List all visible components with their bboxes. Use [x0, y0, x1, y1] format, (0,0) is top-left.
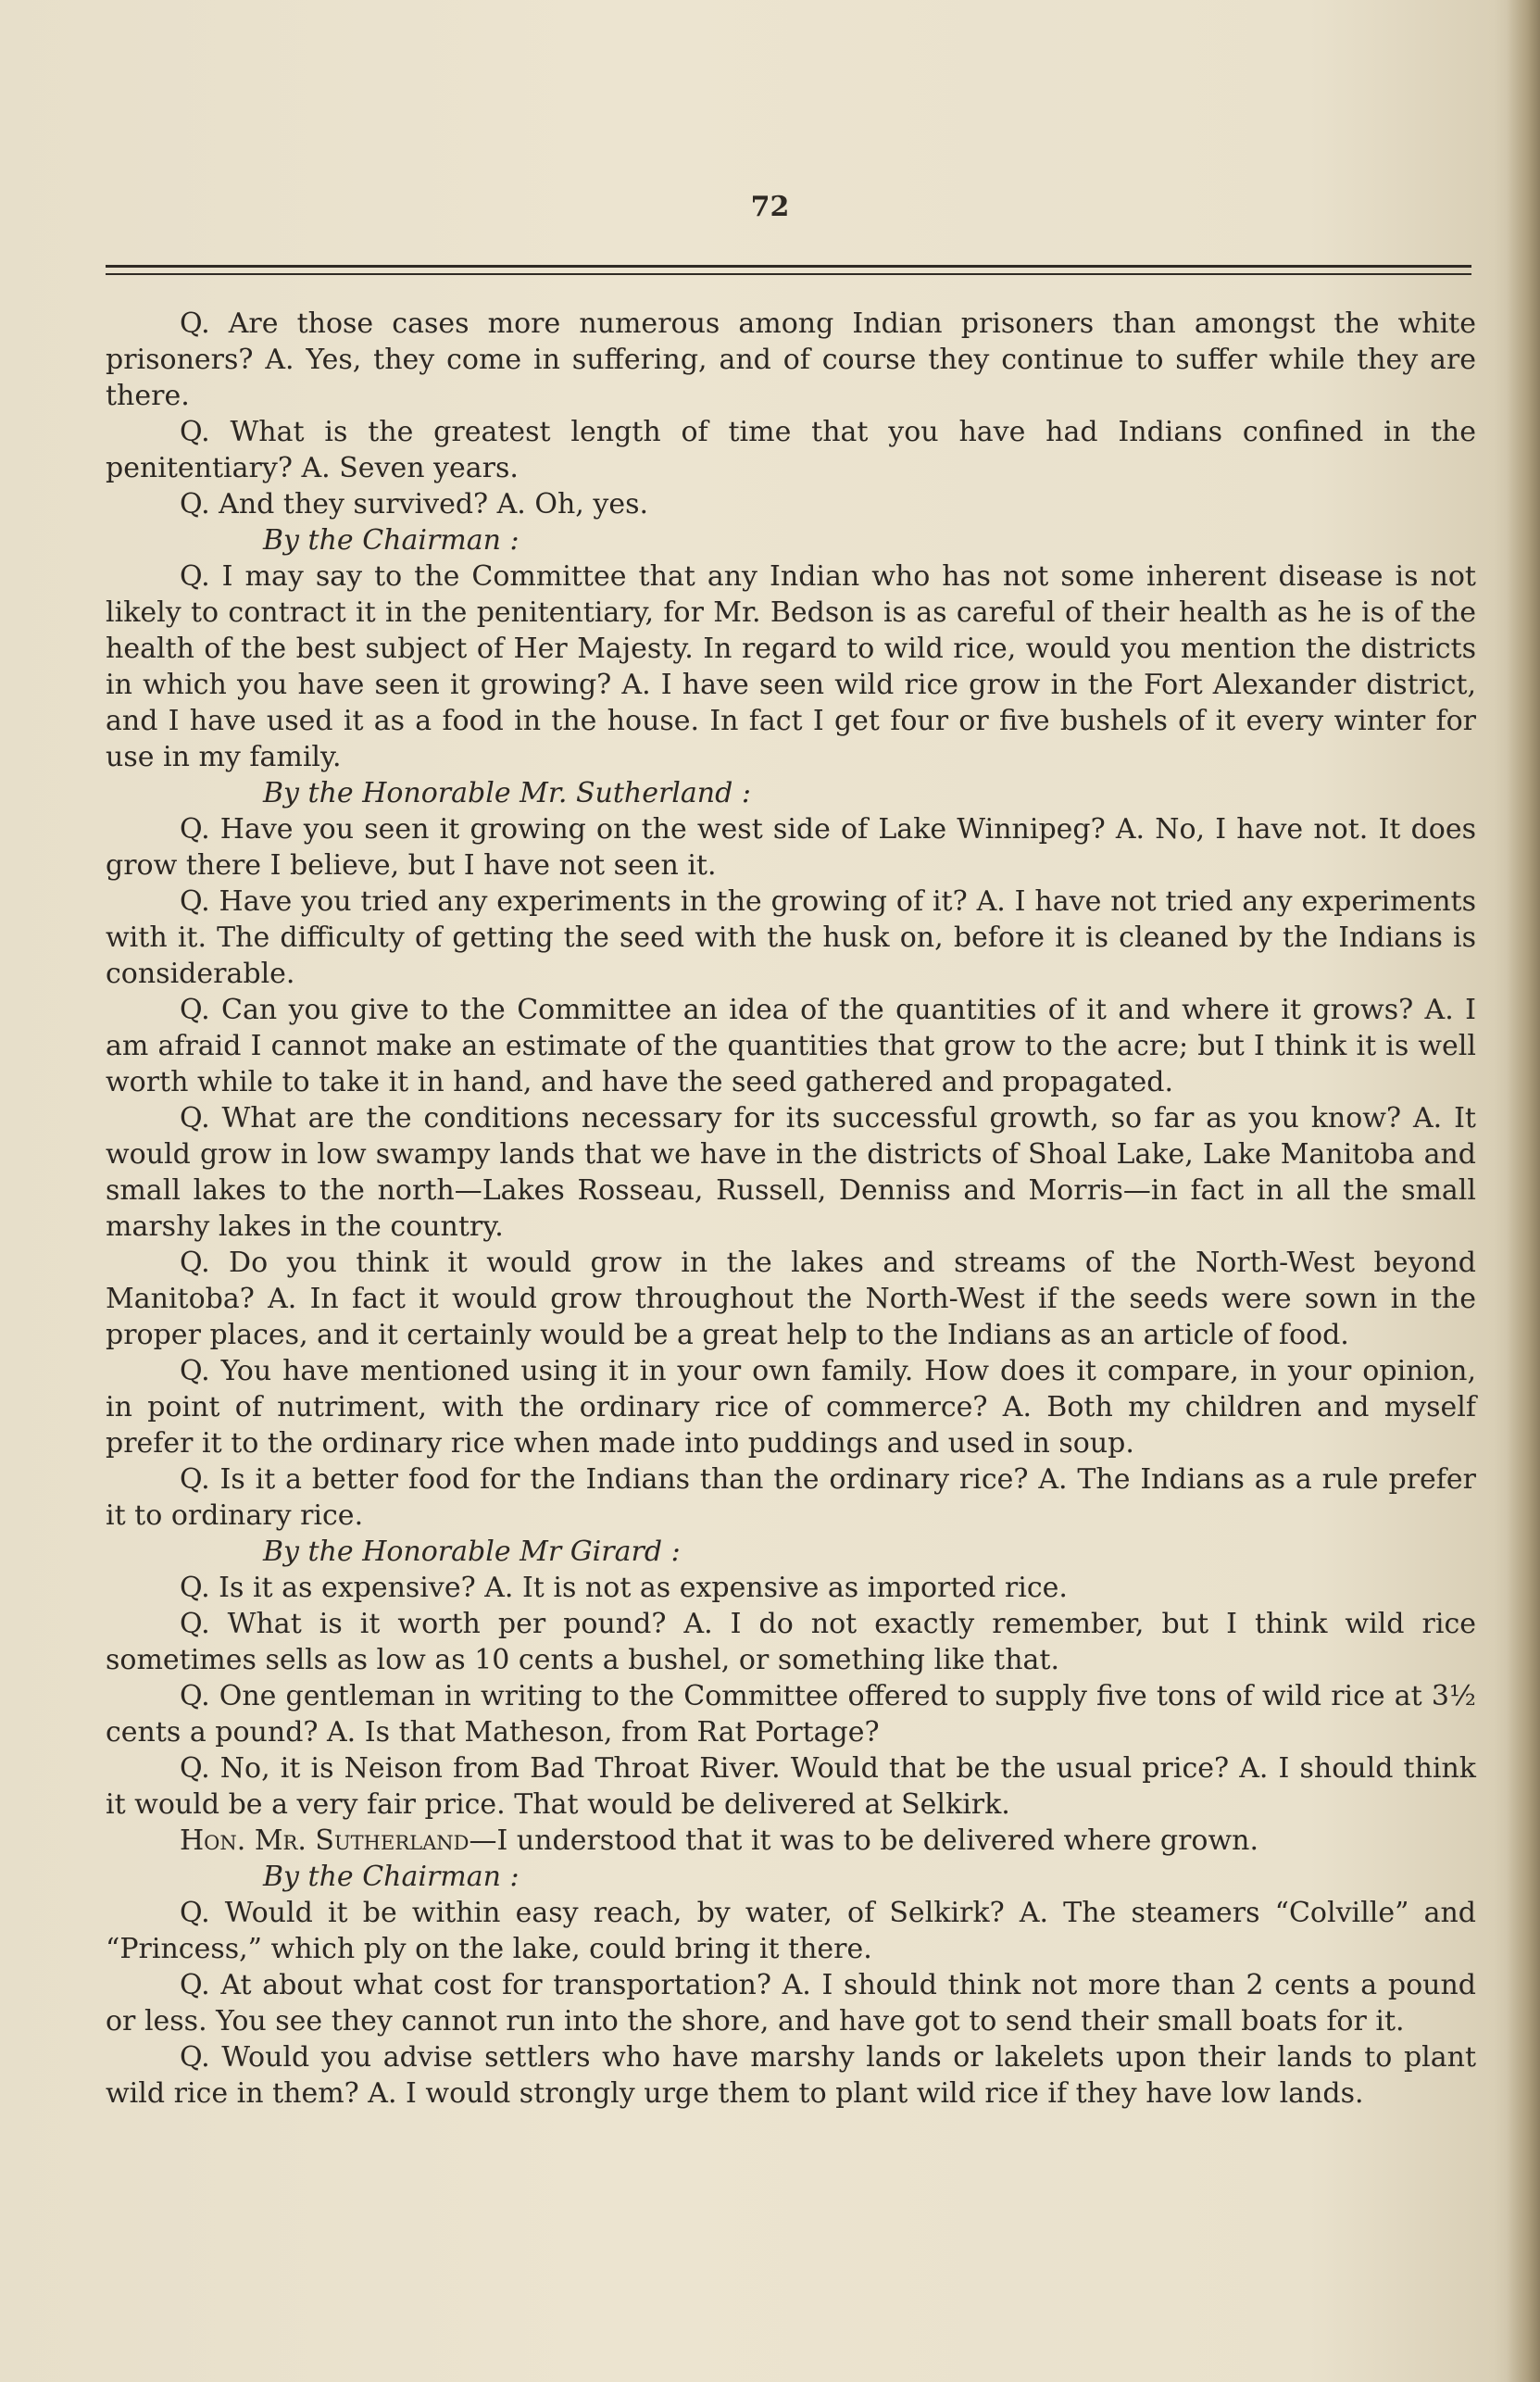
page-number: 72: [750, 191, 790, 223]
paragraph: Q. Have you tried any experiments in the growing of it? A. I have not tried any experiments with it. The difficulty of getting the seed with the husk on, before it is cleaned by the Indians is considerable.: [106, 885, 1476, 990]
section-heading: By the Chairman :: [263, 1861, 520, 1893]
remark-paragraph: [106, 1823, 1476, 1859]
paragraph: Q. Have you seen it growing on the west side of Lake Winnipeg? A. No, I have not. It does grow there I believe, but I have not seen it.: [106, 813, 1476, 882]
paragraph: Q. No, it is Neison from Bad Throat River. Would that be the usual price? A. I should think it would be a very fair price. That would be delivered at Selkirk.: [106, 1752, 1476, 1821]
paragraph: Q. Can you give to the Committee an idea of the quantities of it and where it grows? A. I am afraid I cannot make an estimate of the quantities that grow to the acre; but I think it is well worth while to take it in hand, and have the seed gathered and propagated.: [106, 994, 1476, 1098]
paragraph: Q. You have mentioned using it in your own family. How does it compare, in your opinion, in point of nutriment, with the ordinary rice of commerce? A. Both my children and myself prefer it to the ordinary rice when made into puddings and used in soup.: [106, 1355, 1476, 1460]
paragraph: Q. I may say to the Committee that any Indian who has not some inherent disease is not likely to contract it in the penitentiary, for Mr. Bedson is as careful of their health as he is of the health of the best subject of Her Majesty. In regard to wild rice, would you mention the districts in which you have seen it growing? A. I have seen wild rice grow in the Fort Alexander district, and I have used it as a food in the house. In fact I get four or five bushels of it every winter for use in my family.: [106, 560, 1476, 773]
paragraph: Q. And they survived? A. Oh, yes.: [180, 488, 649, 520]
page-binding-edge: [1507, 0, 1540, 2382]
paragraph: Q. What are the conditions necessary for its successful growth, so far as you know? A. It would grow in low swampy lands that we have in the districts of Shoal Lake, Lake Manitoba and small lakes to the north—Lakes Rosseau, Russell, Denniss and Morris—in fact in all the small marshy lakes in the country.: [106, 1102, 1476, 1243]
paragraph: Q. Would it be within easy reach, by water, of Selkirk? A. The steamers “Colville” and “Princess,” which ply on the lake, could bring it there.: [106, 1897, 1476, 1965]
paragraph: Q. Is it a better food for the Indians than the ordinary rice? A. The Indians as a rule prefer it to ordinary rice.: [106, 1463, 1476, 1532]
paragraph: Q. Would you advise settlers who have marshy lands or lakelets upon their lands to plant wild rice in them? A. I would strongly urge them to plant wild rice if they have low lands.: [106, 2041, 1476, 2110]
header-rule: [106, 265, 1471, 268]
paragraph: Q. Is it as expensive? A. It is not as expensive as imported rice.: [180, 1572, 1068, 1604]
paragraph: Q. Are those cases more numerous among Indian prisoners than amongst the white prisoners? A. Yes, they come in suffering, and of course they continue to suffer while they are there.: [106, 307, 1476, 412]
paragraph: Q. What is the greatest length of time that you have had Indians confined in the penitentiary? A. Seven years.: [106, 416, 1476, 484]
header-rule-thin: [106, 273, 1471, 275]
remark-text: —I understood that it was to be delivered where grown.: [469, 1824, 1259, 1857]
section-heading: By the Honorable Mr Girard :: [263, 1536, 681, 1568]
section-heading: By the Chairman :: [263, 524, 520, 557]
paragraph: Q. What is it worth per pound? A. I do not exactly remember, but I think wild rice sometimes sells as low as 10 cents a bushel, or something like that.: [106, 1608, 1476, 1676]
remark-speaker: Hon. Mr. Sutherland: [180, 1824, 470, 1857]
paragraph: Q. Do you think it would grow in the lakes and streams of the North-West beyond Manitoba? A. In fact it would grow throughout the North-West if the seeds were sown in the proper places, and it certainly would be a great help to the Indians as an article of food.: [106, 1247, 1476, 1351]
section-heading: By the Honorable Mr. Sutherland :: [263, 777, 751, 809]
testimony-body: [106, 306, 1476, 2112]
paragraph: Q. At about what cost for transportation? A. I should think not more than 2 cents a pound or less. You see they cannot run into the shore, and have got to send their small boats for it.: [106, 1969, 1476, 2037]
paragraph: Q. One gentleman in writing to the Committee offered to supply five tons of wild rice at 3½ cents a pound? A. Is that Matheson, from Rat Portage?: [106, 1680, 1476, 1749]
